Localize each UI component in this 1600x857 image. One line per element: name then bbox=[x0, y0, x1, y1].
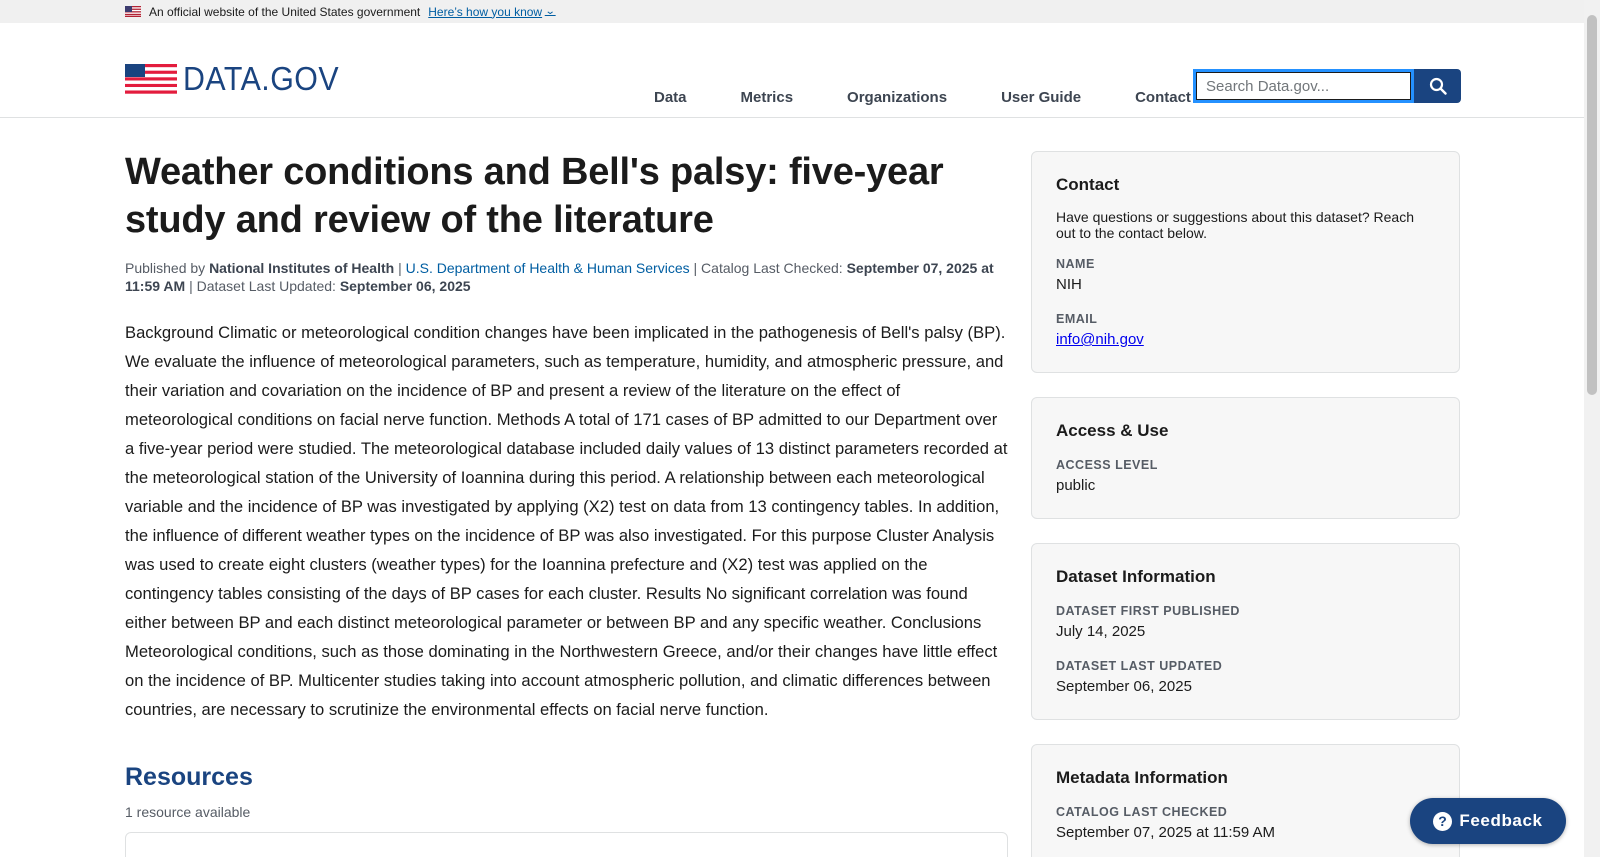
access-title: Access & Use bbox=[1056, 421, 1169, 440]
main-content bbox=[125, 148, 1008, 857]
search-button[interactable] bbox=[1414, 69, 1461, 103]
logo-text: DATA.GOV bbox=[183, 60, 340, 97]
access-level-label: ACCESS LEVEL bbox=[1056, 458, 1158, 472]
nav-user-guide[interactable]: User Guide bbox=[1001, 88, 1082, 106]
publisher-name: National Institutes of Health bbox=[209, 260, 395, 276]
dataset-info-card bbox=[1031, 543, 1460, 720]
first-published: July 14, 2025 bbox=[1056, 623, 1146, 640]
catalog-last-checked: September 07, 2025 at 11:59 AM bbox=[1056, 824, 1276, 841]
scrollbar-thumb[interactable] bbox=[1587, 15, 1597, 395]
gov-banner bbox=[0, 0, 1584, 23]
catalog-checked-label: Catalog Last Checked: bbox=[701, 260, 843, 276]
metadata-card bbox=[1031, 744, 1460, 857]
metadata-title: Metadata Information bbox=[1056, 768, 1228, 787]
access-card bbox=[1031, 397, 1460, 519]
nav-data[interactable]: Data bbox=[654, 88, 687, 106]
us-flag-icon bbox=[125, 6, 141, 17]
contact-name: NIH bbox=[1056, 276, 1082, 293]
resource-count: 1 resource available bbox=[125, 804, 251, 820]
main-nav bbox=[620, 79, 1218, 115]
page-scrollbar[interactable] bbox=[1584, 0, 1600, 857]
how-you-know-label: Here’s how you know bbox=[428, 4, 543, 19]
search-bar bbox=[1193, 69, 1461, 103]
last-updated-label: DATASET LAST UPDATED bbox=[1056, 659, 1223, 673]
feedback-label: Feedback bbox=[1459, 811, 1543, 830]
search-input[interactable] bbox=[1193, 69, 1414, 103]
contact-email-link[interactable]: info@nih.gov bbox=[1056, 331, 1144, 348]
contact-email-label: EMAIL bbox=[1056, 312, 1098, 326]
resources-heading: Resources bbox=[125, 763, 253, 791]
catalog-checked-date: September 07, 2025 at 11:59 AM bbox=[125, 260, 994, 294]
flag-logo-icon bbox=[125, 64, 177, 94]
organization-link[interactable]: U.S. Department of Health & Human Services bbox=[405, 260, 690, 276]
dataset-description: Background Climatic or meteorological condition changes have been implicated in the pathogenesis of Bell's palsy (BP). We evaluate the influence of meteorological parameters, such as temperature, humidity, and atmospheric pressure, and their variation and covariation on the incidence of BP and present a review of the literature on the effect of meteorological conditions on facial nerve function. Methods A total of 171 cases of BP admitted to our Department over a five-year period were studied. The meteorological database included daily values of 13 distinct parameters recorded at the meteorological station of the University of Ioannina during this period. A relationship between each meteorological variable and the incidence of BP was investigated by applying (X2) test on data from 13 contingency tables. In addition, the influence of different weather types on the incidence of BP was also investigated. For this purpose Cluster Analysis was used to create eight clusters (weather types) for the Ioannina prefecture and (X2) test was applied on the contingency tables consisting of the days of BP cases for each cluster. Results No significant correlation was found either between BP and each distinct meteorological parameter or between BP and any specific weather. Conclusions Meteorological conditions, such as those dominating in the Northwestern Greece, and/or their changes have little effect on the incidence of BP. Multicenter studies taking into account atmospheric pollution, and climatic differences between countries, are necessary to scrutinize the environmental effects on facial nerve function. bbox=[125, 323, 1008, 719]
sidebar bbox=[1031, 151, 1460, 857]
contact-title: Contact bbox=[1056, 175, 1120, 194]
nav-organizations[interactable]: Organizations bbox=[847, 88, 948, 106]
how-you-know-link[interactable] bbox=[428, 5, 554, 19]
data-gov-logo[interactable] bbox=[125, 60, 353, 98]
catalog-last-checked-label: CATALOG LAST CHECKED bbox=[1056, 805, 1228, 819]
dataset-info-title: Dataset Information bbox=[1056, 567, 1216, 586]
official-site-text: An official website of the United States government bbox=[149, 4, 421, 19]
contact-desc: Have questions or suggestions about this dataset? Reach out to the contact below. bbox=[1056, 209, 1415, 241]
feedback-button[interactable] bbox=[1410, 798, 1566, 844]
search-icon bbox=[1429, 77, 1447, 95]
chevron-down-icon: ⌄ bbox=[544, 6, 556, 17]
published-by-label: Published by bbox=[125, 260, 206, 276]
first-published-label: DATASET FIRST PUBLISHED bbox=[1056, 604, 1240, 618]
dataset-meta: Published by National Institutes of Health | U.S. Department of Health & Human Services | Catalog Last Checked: September 07, 2025 at 11:59 AM | Dataset Last Updated: September 06, 2025 bbox=[125, 260, 994, 294]
nav-contact[interactable]: Contact bbox=[1135, 88, 1191, 106]
dataset-updated-label: Dataset Last Updated: bbox=[196, 278, 336, 294]
resource-card[interactable] bbox=[125, 832, 1008, 857]
contact-name-label: NAME bbox=[1056, 257, 1095, 271]
nav-metrics[interactable]: Metrics bbox=[740, 88, 794, 106]
dataset-title: Weather conditions and Bell's palsy: five-year study and review of the literature bbox=[125, 151, 944, 241]
dataset-updated-date: September 06, 2025 bbox=[339, 278, 471, 294]
access-level: public bbox=[1056, 477, 1096, 494]
last-updated: September 06, 2025 bbox=[1056, 678, 1192, 695]
contact-email-value bbox=[1056, 331, 1435, 348]
help-icon: ? bbox=[1433, 812, 1452, 831]
contact-card bbox=[1031, 151, 1460, 373]
